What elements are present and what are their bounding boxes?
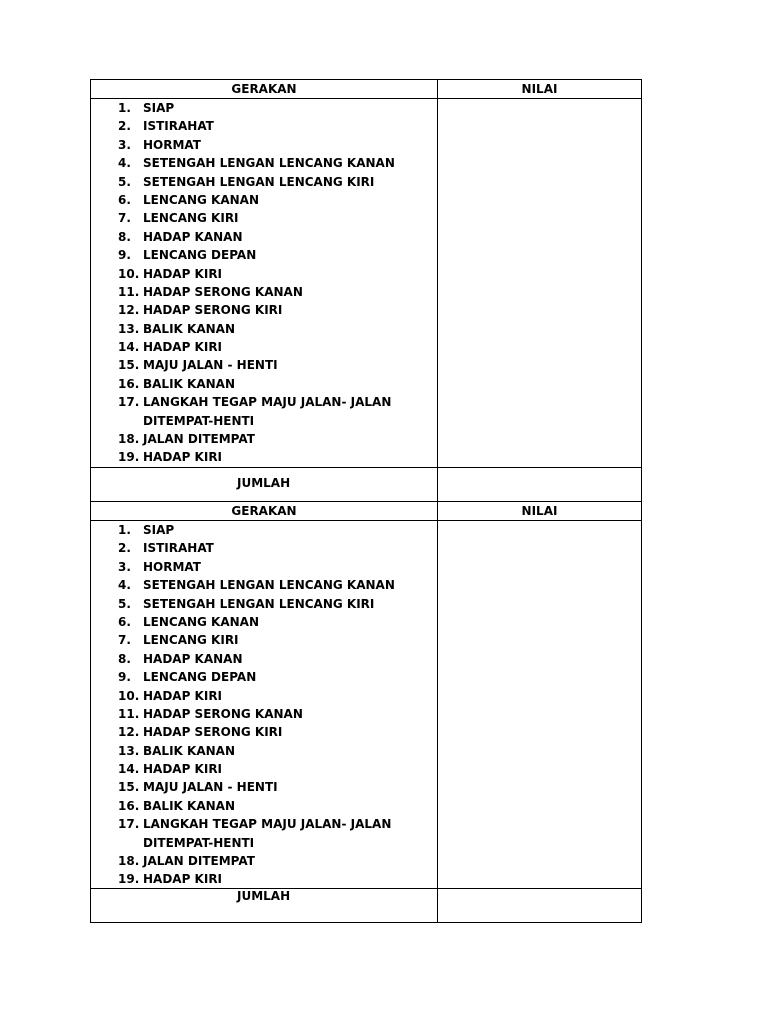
list-item <box>91 778 641 796</box>
item-number: 5. <box>118 174 131 189</box>
header-nilai: NILAI <box>521 82 558 96</box>
item-number: 14. <box>118 340 140 355</box>
item-text: SETENGAH LENGAN LENCANG KANAN <box>143 578 395 593</box>
item-text: LENCANG KANAN <box>143 192 260 207</box>
item-number: 2. <box>118 541 131 556</box>
list-item <box>91 521 641 539</box>
item-text: BALIK KANAN <box>143 321 235 336</box>
item-number: 18. <box>118 432 140 447</box>
item-text: DITEMPAT-HENTI <box>143 413 255 428</box>
item-text: HADAP KIRI <box>143 450 223 465</box>
header-gerakan: GERAKAN <box>231 82 297 96</box>
item-text: HADAP KIRI <box>143 340 223 355</box>
list-item <box>91 375 641 393</box>
item-text: LENCANG DEPAN <box>143 670 257 685</box>
item-text: LENCANG KANAN <box>143 614 260 629</box>
list-item <box>91 228 641 246</box>
item-number: 15. <box>118 358 140 373</box>
movements-list <box>91 99 641 467</box>
list-item <box>91 265 641 283</box>
list-item <box>91 539 641 557</box>
item-number: 15. <box>118 780 140 795</box>
item-text: LANGKAH TEGAP MAJU JALAN- JALAN <box>143 395 392 410</box>
list-item <box>91 430 641 448</box>
list-item <box>91 191 641 209</box>
list-item-continuation <box>91 412 641 430</box>
score-table-1 <box>90 79 642 502</box>
item-number: 10. <box>118 266 140 281</box>
list-item <box>91 613 641 631</box>
item-number: 7. <box>118 633 131 648</box>
item-text: HADAP KIRI <box>143 762 223 777</box>
list-item <box>91 815 641 833</box>
list-item <box>91 631 641 649</box>
list-item <box>91 356 641 374</box>
list-item <box>91 338 641 356</box>
item-number: 19. <box>118 872 140 887</box>
total-row <box>91 467 641 501</box>
list-item <box>91 558 641 576</box>
list-item <box>91 301 641 319</box>
item-number: 18. <box>118 854 140 869</box>
item-text: MAJU JALAN - HENTI <box>143 358 278 373</box>
item-text: JALAN DITEMPAT <box>143 432 255 447</box>
jumlah-label: JUMLAH <box>237 476 291 490</box>
list-item <box>91 136 641 154</box>
list-item <box>91 595 641 613</box>
item-text: HADAP KIRI <box>143 266 223 281</box>
item-text: HADAP SERONG KANAN <box>143 706 303 721</box>
item-text: LENCANG KIRI <box>143 633 239 648</box>
item-number: 16. <box>118 798 140 813</box>
item-text: JALAN DITEMPAT <box>143 854 255 869</box>
item-number: 10. <box>118 688 140 703</box>
item-number: 11. <box>118 706 140 721</box>
list-item <box>91 705 641 723</box>
item-text: SETENGAH LENGAN LENCANG KANAN <box>143 156 395 171</box>
item-text: SETENGAH LENGAN LENCANG KIRI <box>143 174 375 189</box>
item-text: HORMAT <box>143 137 201 152</box>
list-item <box>91 650 641 668</box>
list-item <box>91 576 641 594</box>
item-text: SETENGAH LENGAN LENCANG KIRI <box>143 596 375 611</box>
item-number: 6. <box>118 614 131 629</box>
item-text: ISTIRAHAT <box>143 119 214 134</box>
item-text: BALIK KANAN <box>143 743 235 758</box>
item-text: LANGKAH TEGAP MAJU JALAN- JALAN <box>143 817 392 832</box>
item-text: HORMAT <box>143 559 201 574</box>
movements-row <box>91 520 641 888</box>
item-number: 13. <box>118 321 140 336</box>
list-item <box>91 117 641 135</box>
item-text: DITEMPAT-HENTI <box>143 835 255 850</box>
header-gerakan: GERAKAN <box>231 504 297 518</box>
item-text: HADAP KIRI <box>143 688 223 703</box>
item-number: 1. <box>118 101 131 115</box>
item-number: 8. <box>118 229 131 244</box>
item-number: 14. <box>118 762 140 777</box>
header-nilai: NILAI <box>521 504 558 518</box>
list-item <box>91 448 641 466</box>
item-number: 1. <box>118 523 131 537</box>
item-text: LENCANG DEPAN <box>143 248 257 263</box>
item-number: 6. <box>118 192 131 207</box>
item-text: BALIK KANAN <box>143 798 235 813</box>
list-item <box>91 687 641 705</box>
list-item <box>91 742 641 760</box>
list-item <box>91 870 641 888</box>
item-text: LENCANG KIRI <box>143 211 239 226</box>
item-number: 4. <box>118 578 131 593</box>
list-item <box>91 173 641 191</box>
item-number: 7. <box>118 211 131 226</box>
list-item-continuation <box>91 834 641 852</box>
item-number: 17. <box>118 817 140 832</box>
list-item <box>91 154 641 172</box>
item-number: 3. <box>118 137 131 152</box>
item-text: HADAP SERONG KANAN <box>143 284 303 299</box>
item-number: 3. <box>118 559 131 574</box>
total-row <box>91 888 641 922</box>
table-header-row <box>91 80 641 98</box>
item-text: HADAP SERONG KIRI <box>143 303 283 318</box>
movements-list <box>91 521 641 889</box>
item-number: 12. <box>118 725 140 740</box>
score-table-2 <box>90 501 642 923</box>
item-number: 17. <box>118 395 140 410</box>
movements-row <box>91 98 641 467</box>
item-text: ISTIRAHAT <box>143 541 214 556</box>
item-text: HADAP KANAN <box>143 229 243 244</box>
list-item <box>91 760 641 778</box>
jumlah-label: JUMLAH <box>237 889 291 903</box>
table-header-row <box>91 502 641 520</box>
item-number: 8. <box>118 651 131 666</box>
item-number: 9. <box>118 248 131 263</box>
list-item <box>91 283 641 301</box>
list-item <box>91 852 641 870</box>
item-number: 2. <box>118 119 131 134</box>
item-number: 9. <box>118 670 131 685</box>
list-item <box>91 246 641 264</box>
item-text: HADAP SERONG KIRI <box>143 725 283 740</box>
list-item <box>91 393 641 411</box>
list-item <box>91 668 641 686</box>
item-number: 5. <box>118 596 131 611</box>
item-number: 12. <box>118 303 140 318</box>
item-number: 11. <box>118 284 140 299</box>
list-item <box>91 209 641 227</box>
list-item <box>91 797 641 815</box>
item-text: BALIK KANAN <box>143 376 235 391</box>
list-item <box>91 723 641 741</box>
item-text: HADAP KANAN <box>143 651 243 666</box>
item-text: MAJU JALAN - HENTI <box>143 780 278 795</box>
list-item <box>91 99 641 117</box>
list-item <box>91 320 641 338</box>
item-text: SIAP <box>143 101 175 115</box>
item-number: 16. <box>118 376 140 391</box>
item-number: 13. <box>118 743 140 758</box>
item-text: SIAP <box>143 523 175 537</box>
item-text: HADAP KIRI <box>143 872 223 887</box>
item-number: 4. <box>118 156 131 171</box>
item-number: 19. <box>118 450 140 465</box>
